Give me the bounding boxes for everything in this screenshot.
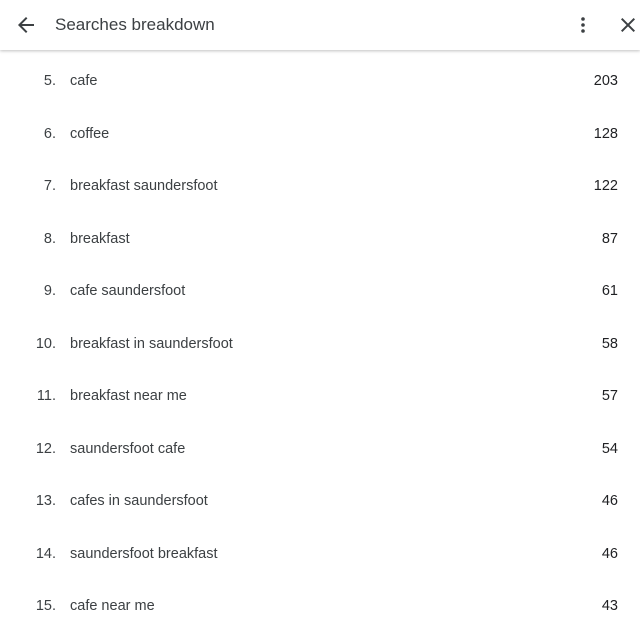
list-item bbox=[0, 583, 640, 635]
search-term: breakfast near me bbox=[70, 388, 187, 404]
rank: 6. bbox=[43, 125, 56, 142]
list-item bbox=[0, 478, 640, 530]
search-term: cafe bbox=[70, 73, 98, 89]
search-term: cafe near me bbox=[70, 598, 155, 614]
list-item bbox=[0, 531, 640, 583]
search-count: 122 bbox=[593, 178, 618, 194]
more-vert-icon bbox=[571, 13, 595, 37]
rank: 7. bbox=[43, 178, 56, 194]
list-item bbox=[0, 111, 640, 163]
rank: 10. bbox=[35, 335, 56, 352]
list-item bbox=[0, 163, 640, 215]
search-count: 54 bbox=[601, 440, 618, 457]
search-term: breakfast bbox=[70, 230, 130, 247]
rank: 5. bbox=[43, 73, 56, 89]
list-item bbox=[0, 373, 640, 425]
search-count: 57 bbox=[601, 388, 618, 404]
list-item bbox=[0, 58, 640, 110]
search-term: cafe saundersfoot bbox=[70, 283, 186, 299]
list-item bbox=[0, 268, 640, 320]
close-icon bbox=[616, 13, 640, 37]
rank: 13. bbox=[35, 493, 56, 509]
rank: 8. bbox=[43, 230, 56, 247]
more-options-button[interactable] bbox=[571, 13, 595, 37]
list-item bbox=[0, 321, 640, 373]
rank: 9. bbox=[43, 283, 56, 299]
search-count: 58 bbox=[601, 335, 618, 352]
search-count: 128 bbox=[593, 125, 618, 142]
search-term: cafes in saundersfoot bbox=[70, 493, 208, 509]
rank: 14. bbox=[35, 545, 56, 562]
list-item bbox=[0, 426, 640, 478]
search-count: 46 bbox=[601, 545, 618, 562]
search-count: 87 bbox=[601, 230, 618, 247]
arrow-back-icon bbox=[14, 13, 38, 37]
search-term: saundersfoot cafe bbox=[70, 440, 186, 457]
search-term: breakfast in saundersfoot bbox=[70, 335, 233, 352]
list-item bbox=[0, 216, 640, 268]
search-term: coffee bbox=[70, 125, 110, 142]
search-count: 46 bbox=[601, 493, 618, 509]
search-count: 203 bbox=[593, 73, 618, 89]
search-term: breakfast saundersfoot bbox=[70, 178, 218, 194]
rank: 15. bbox=[35, 598, 56, 614]
back-button[interactable] bbox=[14, 13, 38, 37]
rank: 11. bbox=[36, 388, 56, 404]
close-button[interactable] bbox=[616, 13, 640, 37]
page-title: Searches breakdown bbox=[55, 15, 215, 34]
rank: 12. bbox=[35, 440, 56, 457]
search-count: 61 bbox=[601, 283, 618, 299]
app-bar bbox=[0, 0, 640, 50]
search-term: saundersfoot breakfast bbox=[70, 545, 218, 562]
search-count: 43 bbox=[601, 598, 618, 614]
